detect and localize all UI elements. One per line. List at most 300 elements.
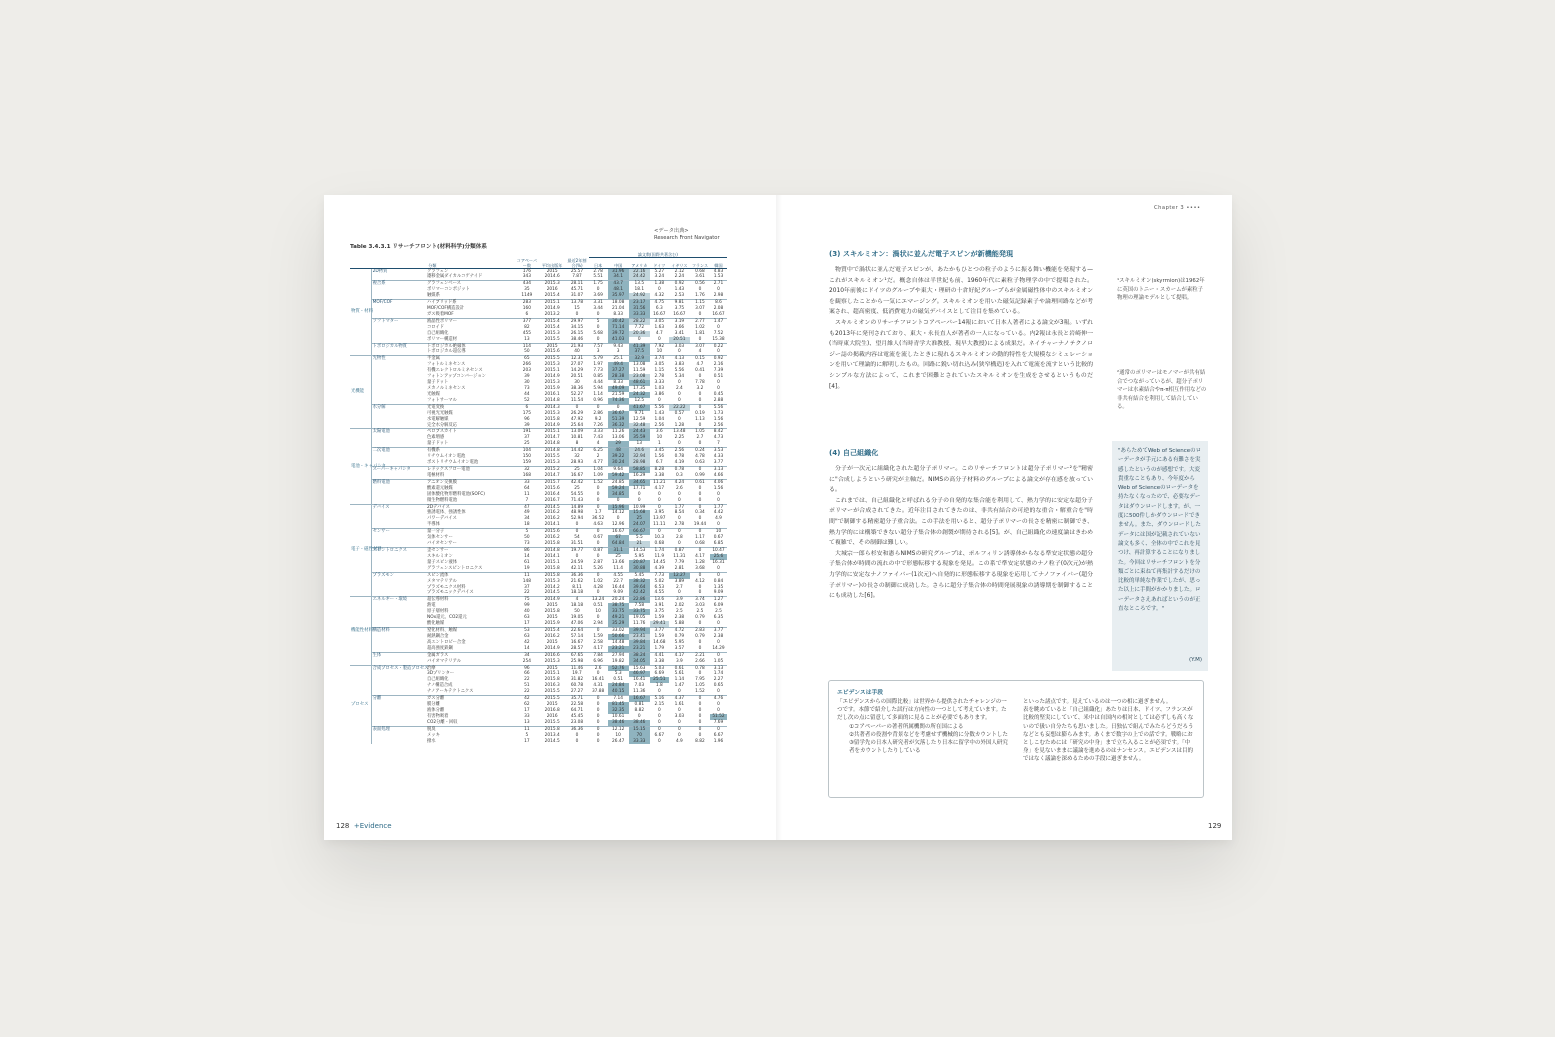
table-cell: 13.06 bbox=[612, 435, 625, 441]
table-cell: 0.78 bbox=[669, 467, 690, 473]
table-cell: 4.77 bbox=[593, 460, 603, 466]
table-cell: 9.09 bbox=[613, 590, 623, 596]
item-label: ポリマーコンポジット bbox=[427, 287, 470, 293]
table-cell: 0.87 bbox=[589, 547, 608, 553]
table-cell: 39.22 bbox=[608, 454, 629, 460]
table-cell: 1.05 bbox=[695, 683, 705, 689]
table-cell: 13.24 bbox=[589, 597, 608, 603]
table-cell: 0 bbox=[690, 529, 710, 535]
table-cell: 19.05 bbox=[633, 615, 646, 621]
item-label: フォトルミネセンス bbox=[427, 362, 466, 368]
paragraph: 表を眺めていると「自己組織化」あたりは日本、ドイツ、フランスが比較的堅実にしていて、米中は自国内の相対としては必ずしも高くないので扱い自分たちも思いました。日独仏で組んでみたらどうだろうなどとも妄想は膨らみます。あくまで数字の上での話です。戦略におとしこむためには「研究の中身」まで立ち入ることが必須です。「中身」を見ないままに議論を進めるのはナンセンス。エビデンスは目的ではなく議論を深めるための手段に過ぎません。 bbox=[1023, 707, 1194, 763]
table-cell: 42.11 bbox=[570, 565, 584, 571]
table-cell: 25.6 bbox=[710, 554, 727, 560]
table-cell: 1.77 bbox=[710, 504, 727, 510]
table-cell: 1.73 bbox=[713, 410, 724, 416]
table-cell: 2.6 bbox=[675, 485, 683, 491]
table-cell: 0.84 bbox=[713, 578, 724, 584]
table-cell: 4.24 bbox=[669, 479, 690, 485]
table-cell: 6.09 bbox=[713, 603, 724, 609]
item-label: 膜分離 bbox=[427, 702, 440, 708]
table-cell: 15.68 bbox=[629, 510, 650, 516]
table-cell: 67.65 bbox=[565, 652, 588, 658]
table-cell: 5.34 bbox=[674, 374, 685, 380]
table-cell: 24.6 bbox=[629, 448, 650, 454]
table-cell: 0 bbox=[690, 572, 710, 578]
table-cell: 0.24 bbox=[690, 448, 710, 454]
table-cell: 3.13 bbox=[710, 467, 727, 473]
header-cell: イギリス bbox=[669, 258, 690, 269]
paragraph: 物質中で渦状に並んだ電子スピンが、あたかもひとつの粒子のように振る舞い機能を発現する—これがスキルミオン¹だ。概念自体は半世紀も前、1960年代に素粒子物理学の中で提唱された。2010年前後にドイツのグループや東大・理研の十倉好紀グループらが金属磁性体中のスキルミオンを観察したことから一気にエマージング。スキルミオンを用いた磁気記録素子や論理回路などが考案され、超高密度、低消費電力の磁気デバイスとして注目を集めている。 bbox=[829, 267, 1093, 316]
item-label: 強誘電体、強誘性体 bbox=[427, 510, 466, 516]
table-cell: 57.14 bbox=[570, 633, 584, 639]
table-cell: 59.24 bbox=[608, 486, 629, 492]
table-cell: 13 bbox=[524, 719, 530, 725]
table-cell: 24.84 bbox=[608, 683, 629, 689]
table-cell: 0 bbox=[698, 491, 702, 497]
table-cell: 39.94 bbox=[629, 627, 650, 633]
item-label: MOF/COF構造設計 bbox=[427, 306, 465, 312]
item-label: 治療 bbox=[426, 665, 515, 671]
table-cell: 12.31 bbox=[565, 356, 588, 362]
table-cell: 36.32 bbox=[608, 423, 629, 429]
table-cell: 0 bbox=[678, 541, 681, 547]
table-cell: 2.56 bbox=[713, 422, 724, 428]
item-label: グラフェン bbox=[426, 268, 515, 274]
table-cell: 0 bbox=[596, 702, 600, 708]
table-cell: 0 bbox=[657, 707, 661, 713]
table-cell: 10 bbox=[656, 349, 663, 355]
table-cell: 51.52 bbox=[710, 714, 727, 720]
table-cell: 1.09 bbox=[593, 472, 603, 478]
table-cell: 23.21 bbox=[629, 646, 650, 652]
table-cell: 38.32 bbox=[629, 579, 650, 585]
list-item: ③留学先の日本人研究者が欠落したり日本に留学中の外国人研究者をカウントしたりしている bbox=[849, 740, 1008, 755]
item-label: 水電解触媒 bbox=[427, 416, 449, 422]
table-cell: 17.35 bbox=[633, 386, 646, 392]
table-cell: 11.26 bbox=[608, 429, 629, 435]
table-cell: 0 bbox=[678, 497, 681, 503]
header-cell: 最近2年割合(%) bbox=[565, 258, 588, 269]
table-cell: 1.56 bbox=[713, 485, 724, 491]
table-cell: 0.78 bbox=[674, 454, 685, 460]
table-cell: 16.29 bbox=[633, 472, 646, 478]
table-cell: 36.67 bbox=[608, 411, 629, 417]
table-cell: 14.48 bbox=[612, 639, 625, 645]
table-cell: 30.42 bbox=[608, 318, 629, 324]
table-cell: 5.94 bbox=[593, 386, 603, 392]
table-cell: 0.57 bbox=[674, 410, 685, 416]
table-cell: 0 bbox=[698, 639, 702, 645]
table-cell: 52.27 bbox=[570, 391, 584, 397]
table-cell: 2.66 bbox=[695, 658, 705, 664]
table-cell: 11.36 bbox=[633, 689, 646, 695]
table-cell: 0 bbox=[717, 386, 720, 392]
table-cell: 2015.6 bbox=[539, 529, 565, 535]
table-cell: 6.3 bbox=[655, 306, 663, 312]
table-cell: 2.15 bbox=[654, 702, 665, 708]
table-cell: 50 bbox=[524, 349, 530, 355]
table-cell: 20.87 bbox=[629, 560, 650, 566]
subcategory-label: MOF/COF bbox=[371, 300, 426, 306]
table-cell: 0 bbox=[678, 416, 681, 422]
table-cell: 3.2 bbox=[696, 386, 704, 392]
table-cell: 176 bbox=[515, 268, 539, 274]
table-cell: 0.79 bbox=[695, 633, 705, 639]
table-cell: 15.15 bbox=[629, 726, 650, 732]
table-cell: 39.64 bbox=[629, 585, 650, 591]
book-spread bbox=[324, 195, 1232, 840]
table-cell: 2014.1 bbox=[544, 553, 560, 559]
table-cell: 2016.2 bbox=[544, 510, 560, 516]
subcategory-label: 分離 bbox=[371, 696, 426, 702]
table-cell: 2015.6 bbox=[544, 349, 560, 355]
table-cell: 3.95 bbox=[654, 510, 665, 516]
table-cell: 2016.2 bbox=[544, 633, 560, 639]
category-label: 機能性材料 bbox=[350, 597, 371, 665]
table-cell: 71.14 bbox=[608, 325, 629, 331]
header-cell: アメリカ bbox=[629, 258, 650, 269]
table-cell: 5.95 bbox=[634, 553, 645, 559]
table-cell: 13.5 bbox=[629, 281, 650, 287]
table-cell: 0.65 bbox=[713, 683, 724, 689]
table-cell: 32.9 bbox=[629, 356, 650, 362]
table-cell: 59.42 bbox=[608, 473, 629, 479]
table-cell: 1.14 bbox=[593, 391, 603, 397]
table-cell: 2016.7 bbox=[544, 497, 560, 503]
table-cell: 0 bbox=[717, 621, 720, 627]
table-cell: 0 bbox=[717, 639, 720, 645]
table-cell: 35.29 bbox=[608, 621, 629, 627]
table-cell: 5 bbox=[589, 318, 608, 324]
table-cell: 9.09 bbox=[713, 590, 724, 596]
item-label: フォトサーマル bbox=[427, 397, 457, 403]
table-cell: 49.4 bbox=[608, 362, 629, 368]
table-cell: 0 bbox=[596, 671, 600, 677]
section-heading-self-assembly: (4) 自己組織化 bbox=[829, 448, 879, 457]
table-cell: 2014.9 bbox=[544, 422, 560, 428]
table-cell: 11.11 bbox=[653, 522, 666, 528]
table-cell: 1.28 bbox=[674, 422, 685, 428]
table-cell: 21 bbox=[629, 541, 650, 547]
table-cell: 35.71 bbox=[565, 696, 588, 702]
table-cell: 34.65 bbox=[629, 479, 650, 485]
table-cell: 4 bbox=[565, 597, 588, 603]
item-label: バイオセンサー bbox=[427, 541, 457, 547]
table-cell: 8 bbox=[575, 441, 579, 447]
table-cell: 25 bbox=[524, 441, 530, 447]
table-cell: 3.53 bbox=[710, 448, 727, 454]
header-cell: ドイツ bbox=[650, 258, 669, 269]
table-cell: 13.78 bbox=[565, 300, 588, 306]
table-cell: 4.06 bbox=[710, 479, 727, 485]
table-cell: 42.42 bbox=[629, 590, 650, 596]
table-cell: 1.04 bbox=[654, 416, 665, 422]
paragraph: 分子が一次元に組織化された超分子ポリマー。このリサーチフロントは超分子ポリマー²を"精密に"合成しようという研究が主軸だ。NIMSの高分子材料のグループによる論文が存在感を放っている。 bbox=[829, 466, 1093, 494]
item-label: 熱電 bbox=[427, 603, 436, 609]
table-cell: 0 bbox=[678, 491, 681, 497]
item-label: グラフェンベース bbox=[426, 281, 515, 287]
subcategory-label: 2D物質 bbox=[371, 268, 426, 274]
table-cell: 1.75 bbox=[589, 281, 608, 287]
table-cell: 4.78 bbox=[695, 454, 705, 460]
table-cell: 22 bbox=[524, 689, 530, 695]
item-label: リチウムイオン電池 bbox=[427, 454, 466, 460]
table-cell: 3.33 bbox=[589, 429, 608, 435]
table-cell: 75 bbox=[515, 597, 539, 603]
item-label: 窒化材料、触媒 bbox=[426, 627, 515, 633]
header-cell: 韓国 bbox=[710, 258, 727, 269]
table-cell: 54 bbox=[574, 535, 580, 541]
table-cell: 2015.5 bbox=[544, 454, 560, 460]
table-cell: 2016.2 bbox=[544, 535, 560, 541]
table-cell: 0 bbox=[575, 738, 579, 744]
table-cell: 32.48 bbox=[629, 423, 650, 429]
table-cell: 20.51 bbox=[669, 337, 690, 343]
table-cell: 38.46 bbox=[608, 720, 629, 726]
paragraph: 「エビデンスからの国際比較」は世界から提供されたチャレンジの一つです。本節で紹介した試行は方向性の一つとして考えています。ただし次の点に留意して多面的に見ることが必要でもあります。 bbox=[837, 699, 1007, 722]
table-cell: 0.22 bbox=[710, 343, 727, 349]
table-cell: 2.16 bbox=[713, 362, 724, 368]
table-cell: 20.24 bbox=[608, 597, 629, 603]
table-cell: 7.79 bbox=[674, 559, 685, 565]
item-label: 液晶性ポリマー bbox=[426, 318, 515, 324]
table-cell: 10 bbox=[656, 435, 663, 441]
table-cell: 0 bbox=[690, 467, 710, 473]
subcategory-label: 太陽電池 bbox=[371, 429, 426, 435]
table-cell: 3.24 bbox=[654, 274, 665, 280]
table-cell: 2015.1 bbox=[539, 429, 565, 435]
table-cell: 0 bbox=[698, 590, 702, 596]
table-cell: 0.92 bbox=[669, 281, 690, 287]
table-cell: 30 bbox=[524, 380, 530, 386]
table-cell: 17.71 bbox=[633, 485, 646, 491]
table-cell: 0.68 bbox=[695, 541, 705, 547]
table-cell: 2015.5 bbox=[539, 696, 565, 702]
table-cell: 37.27 bbox=[608, 368, 629, 374]
table-cell: 0 bbox=[657, 689, 661, 695]
item-label: CO2分離・回収 bbox=[427, 719, 458, 725]
table-cell: 0 bbox=[657, 491, 661, 497]
table-cell: 28.93 bbox=[570, 460, 584, 466]
table-cell: 5.16 bbox=[650, 696, 669, 702]
table-cell: 19.44 bbox=[693, 522, 707, 528]
quote-text: "あらためてWeb of Scienceのローデータが手元にある有難さを実感したというのが感想です。大変貴重なこともあり、今年度からWeb of Scienceのローデータを持たなくなったので、必要なデータはダウンロードします。が、一度に500件しかダウンロードできません。また、ダウンロードしたデータには国が記載されていない論文も多く、全体の中でこれを見つけ、再計算することになりました。今回はリサーチフロントを分類ごとに束ねて再集計するだけの比較的単純な作業でしたが、思った以上に手間がかかりました。ローデータさえあればというのが正直なところです。" bbox=[1118, 448, 1202, 613]
table-cell: 17 bbox=[524, 707, 530, 713]
table-cell: 67 bbox=[608, 535, 629, 541]
table-cell: 16.67 bbox=[673, 311, 686, 317]
table-cell: 34 bbox=[524, 516, 530, 522]
table-cell: 96 bbox=[524, 416, 530, 422]
table-cell: 12.12 bbox=[608, 726, 629, 732]
table-cell: 0 bbox=[698, 707, 702, 713]
table-cell: 19.77 bbox=[565, 547, 588, 553]
table-cell: 17 bbox=[524, 621, 530, 627]
table-cell: 48.98 bbox=[570, 510, 584, 516]
table-cell: 2.38 bbox=[674, 615, 685, 621]
item-label: レドックスフロー電池 bbox=[426, 467, 515, 473]
table-cell: 3.38 bbox=[654, 658, 665, 664]
table-cell: 7 bbox=[525, 497, 529, 503]
table-cell: 8.6 bbox=[710, 300, 727, 306]
table-cell: 42.42 bbox=[565, 479, 588, 485]
header-cell: コアペーパー数 bbox=[515, 258, 539, 269]
item-label: 遷移金属ダイカルコゲナイド bbox=[427, 274, 483, 280]
table-cell: 2016.6 bbox=[539, 652, 565, 658]
subcategory-label: センサー bbox=[371, 529, 426, 535]
table-cell: 2.8 bbox=[675, 535, 683, 541]
table-cell: 4.9 bbox=[715, 516, 722, 522]
table-cell: 0.34 bbox=[695, 510, 705, 516]
table-cell: 25 bbox=[565, 467, 588, 473]
table-cell: 3 bbox=[596, 349, 600, 355]
table-cell: 9.43 bbox=[608, 343, 629, 349]
table-cell: 11 bbox=[524, 491, 530, 497]
table-cell: 1.02 bbox=[695, 324, 705, 330]
table-cell: 3.13 bbox=[710, 665, 727, 671]
table-cell: 0 bbox=[575, 553, 579, 559]
table-cell: 53 bbox=[515, 627, 539, 633]
item-label: 自己組織化 bbox=[427, 330, 449, 336]
table-cell: 0 bbox=[717, 497, 720, 503]
table-cell: 8.54 bbox=[674, 510, 685, 516]
table-cell: 39.84 bbox=[629, 640, 650, 646]
table-cell: 41.67 bbox=[629, 404, 650, 410]
table-cell: 0 bbox=[637, 491, 641, 497]
table-cell: 1.56 bbox=[654, 454, 665, 460]
table-cell: 191 bbox=[515, 429, 539, 435]
table-cell: 40 bbox=[524, 609, 530, 615]
table-cell: 159 bbox=[522, 460, 531, 466]
data-source bbox=[654, 228, 720, 242]
item-label: トポロジカル超伝導 bbox=[427, 349, 466, 355]
table-cell: 3.44 bbox=[593, 306, 603, 312]
table-cell: 0 bbox=[637, 713, 641, 719]
table-cell: 0.96 bbox=[593, 397, 603, 403]
table-cell: 2015.3 bbox=[539, 281, 565, 287]
table-cell: 3.75 bbox=[674, 306, 685, 312]
table-cell: 3.6 bbox=[650, 429, 669, 435]
table-cell: 8.28 bbox=[650, 467, 669, 473]
table-cell: 377 bbox=[515, 318, 539, 324]
table-cell: 13 bbox=[636, 441, 642, 447]
table-cell: 4.7 bbox=[696, 362, 704, 368]
table-cell: 31.1 bbox=[608, 547, 629, 553]
table-cell: 2.56 bbox=[669, 448, 690, 454]
table-cell: 22.7 bbox=[613, 578, 623, 584]
table-cell: 15.96 bbox=[608, 504, 629, 510]
table-cell: 24.42 bbox=[629, 274, 650, 280]
table-cell: 0.51 bbox=[593, 603, 603, 609]
table-cell: 74.36 bbox=[608, 398, 629, 404]
table-cell: 5.95 bbox=[674, 639, 685, 645]
table-cell: 22 bbox=[524, 677, 530, 683]
table-cell: 24.92 bbox=[629, 293, 650, 299]
page-number: 128 bbox=[336, 822, 350, 830]
table-cell: 0.68 bbox=[654, 541, 665, 547]
table-cell: 3.45 bbox=[650, 448, 669, 454]
table-cell: 0.67 bbox=[713, 535, 724, 541]
table-cell: 3.74 bbox=[690, 597, 710, 603]
table-cell: 0 bbox=[565, 404, 588, 410]
table-cell: 11.31 bbox=[673, 553, 686, 559]
table-cell: 0 bbox=[717, 689, 720, 695]
table-cell: 14.42 bbox=[565, 448, 588, 454]
table-cell: 34.1 bbox=[608, 274, 629, 280]
table-cell: 5.79 bbox=[589, 356, 608, 362]
table-cell: 33 bbox=[515, 479, 539, 485]
table-cell: 2016.4 bbox=[544, 491, 560, 497]
table-cell: 19.7 bbox=[572, 671, 582, 677]
table-cell: 3.07 bbox=[690, 343, 710, 349]
table-cell: 10 bbox=[710, 529, 727, 535]
footnote-1: ¹スキルミオン(skyrmion)は1962年に英国のトニー・スカームが素粒子物理の理論モデルとして提唱。 bbox=[1117, 278, 1205, 302]
table-cell: 3.83 bbox=[674, 362, 685, 368]
table-title: Table 3.4.3.1 リサーチフロント(材料科学)分類体系 bbox=[350, 244, 487, 250]
table-cell: 4.9 bbox=[675, 738, 683, 744]
evidence-box-title: エビデンスは手段 bbox=[837, 690, 884, 696]
table-cell: 1.63 bbox=[654, 324, 665, 330]
table-cell: 11.4 bbox=[613, 565, 623, 571]
table-cell: 4.7 bbox=[655, 330, 663, 336]
table-cell: 6.96 bbox=[593, 658, 603, 664]
table-cell: 4.66 bbox=[713, 472, 724, 478]
table-cell: 11.59 bbox=[633, 368, 646, 374]
table-cell: 31.51 bbox=[570, 541, 584, 547]
header-cell: フランス bbox=[690, 258, 710, 269]
table-cell: 2.02 bbox=[674, 603, 685, 609]
table-cell: 1.43 bbox=[654, 410, 665, 416]
table-cell: 2.88 bbox=[713, 397, 724, 403]
item-label: ナノ構造合成 bbox=[427, 683, 453, 689]
table-cell: 12.5 bbox=[634, 397, 645, 403]
table-cell: 0 bbox=[596, 713, 600, 719]
table-cell: 2014.9 bbox=[544, 306, 560, 312]
table-cell: 1.77 bbox=[669, 504, 690, 510]
table-cell: 2015.5 bbox=[539, 356, 565, 362]
table-cell: 0 bbox=[698, 713, 702, 719]
table-cell: 26.15 bbox=[570, 330, 584, 336]
table-cell: 0 bbox=[650, 504, 669, 510]
table-cell: 7.72 bbox=[634, 324, 645, 330]
table-cell: 0 bbox=[717, 349, 720, 355]
table-cell: 0 bbox=[596, 590, 600, 596]
table-cell: 2014.9 bbox=[544, 645, 560, 651]
table-cell: 1.17 bbox=[695, 535, 705, 541]
footnote-2: ²通常のポリマーはモノマーが共有結合でつながっているが、超分子ポリマーは水素結合やπ-π相互作用などの非共有結合を利用して結合している。 bbox=[1117, 370, 1207, 411]
table-cell: 2016.2 bbox=[544, 516, 560, 522]
table-cell: 16.44 bbox=[612, 584, 625, 590]
table-cell: 0 bbox=[596, 324, 600, 330]
table-cell: 41.03 bbox=[608, 337, 629, 343]
subcategory-label bbox=[371, 739, 426, 745]
table-cell: 1.56 bbox=[713, 416, 724, 422]
paragraph: といった諸点です。見えているのは一つの相に過ぎません。 bbox=[1023, 699, 1172, 705]
item-label: 固体酸化物形燃料電池(SOFC) bbox=[427, 491, 485, 497]
table-cell: 7.03 bbox=[634, 683, 645, 689]
table-cell: 434 bbox=[515, 281, 539, 287]
table-cell: 7.39 bbox=[713, 368, 724, 374]
table-cell: 58.85 bbox=[629, 467, 650, 473]
table-cell: 3.89 bbox=[674, 578, 685, 584]
brand-name: +Evidence bbox=[353, 822, 392, 830]
table-cell: 14.29 bbox=[570, 368, 584, 374]
table-cell: 2.24 bbox=[674, 274, 685, 280]
table-cell: 2016.8 bbox=[544, 707, 560, 713]
table-cell: 6 bbox=[525, 311, 529, 317]
table-cell: 23.41 bbox=[629, 634, 650, 640]
table-cell: 16.67 bbox=[712, 311, 725, 317]
